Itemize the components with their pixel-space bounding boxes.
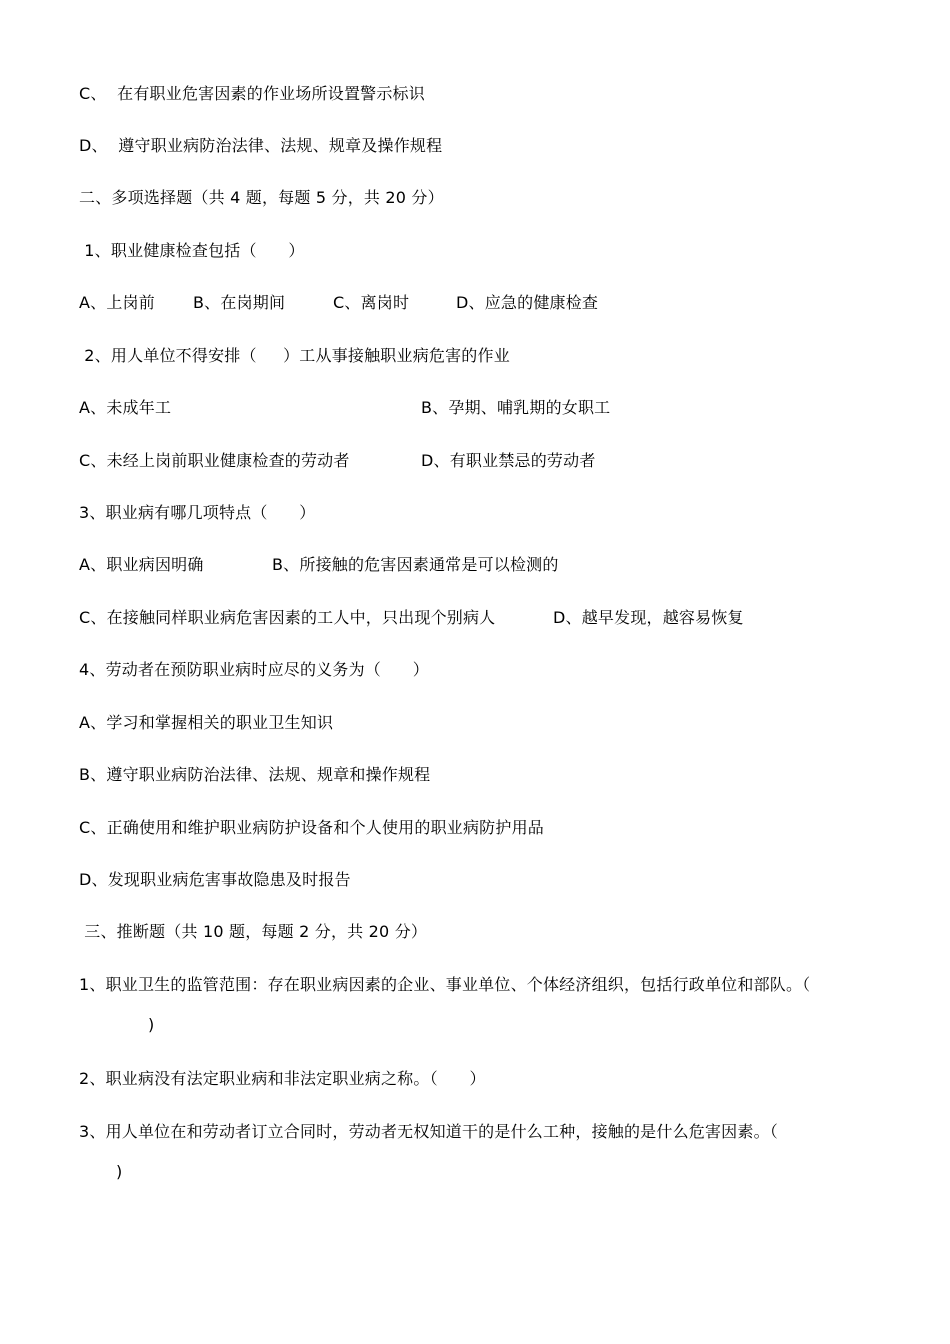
option-c-warning-signs: C、 在有职业危害因素的作业场所设置警示标识 <box>79 84 425 103</box>
option-d-comply-regulations: D、 遵守职业病防治法律、法规、规章及操作规程 <box>79 136 443 155</box>
judgment-1-bracket-close: ) <box>148 1015 155 1034</box>
q1-option-c: C、离岗时 <box>333 293 410 312</box>
q1-option-b: B、在岗期间 <box>193 293 286 312</box>
q4-option-b: B、遵守职业病防治法律、法规、规章和操作规程 <box>79 765 431 784</box>
section-judgment-heading: 三、推断题（共 10 题，每题 2 分，共 20 分） <box>79 922 428 941</box>
judgment-3-bracket-close: ) <box>116 1162 123 1181</box>
question-3-options-row2 <box>79 607 839 695</box>
q3-option-d: D、越早发现，越容易恢复 <box>553 608 744 627</box>
q2-option-a: A、未成年工 <box>79 398 172 417</box>
question-2-options-row2 <box>79 450 779 538</box>
question-1: 1、职业健康检查包括（ ） <box>79 241 305 260</box>
q2-option-d: D、有职业禁忌的劳动者 <box>421 451 596 470</box>
q4-option-c: C、正确使用和维护职业病防护设备和个人使用的职业病防护用品 <box>79 818 544 837</box>
q3-option-b: B、所接触的危害因素通常是可以检测的 <box>272 555 559 574</box>
q2-option-b: B、孕期、哺乳期的女职工 <box>421 398 611 417</box>
q4-option-a: A、学习和掌握相关的职业卫生知识 <box>79 713 334 732</box>
judgment-3: 3、用人单位在和劳动者订立合同时，劳动者无权知道干的是什么工种，接触的是什么危害因素。（ <box>79 1122 778 1141</box>
q3-option-a: A、职业病因明确 <box>79 555 204 574</box>
q1-option-a: A、上岗前 <box>79 293 155 312</box>
question-4: 4、劳动者在预防职业病时应尽的义务为（ ） <box>79 660 429 679</box>
judgment-1: 1、职业卫生的监管范围：存在职业病因素的企业、事业单位、个体经济组织，包括行政单位和部队。（ <box>79 975 811 994</box>
q4-option-d: D、发现职业病危害事故隐患及时报告 <box>79 870 351 889</box>
question-2: 2、用人单位不得安排（ ）工从事接触职业病危害的作业 <box>79 346 510 365</box>
q1-option-d: D、应急的健康检查 <box>456 293 599 312</box>
q3-option-c: C、在接触同样职业病危害因素的工人中，只出现个别病人 <box>79 608 496 627</box>
question-3: 3、职业病有哪几项特点（ ） <box>79 503 316 522</box>
judgment-2: 2、职业病没有法定职业病和非法定职业病之称。（ ） <box>79 1069 486 1088</box>
q2-option-c: C、未经上岗前职业健康检查的劳动者 <box>79 451 350 470</box>
section-multiple-choice-heading: 二、多项选择题（共 4 题，每题 5 分，共 20 分） <box>79 188 444 207</box>
